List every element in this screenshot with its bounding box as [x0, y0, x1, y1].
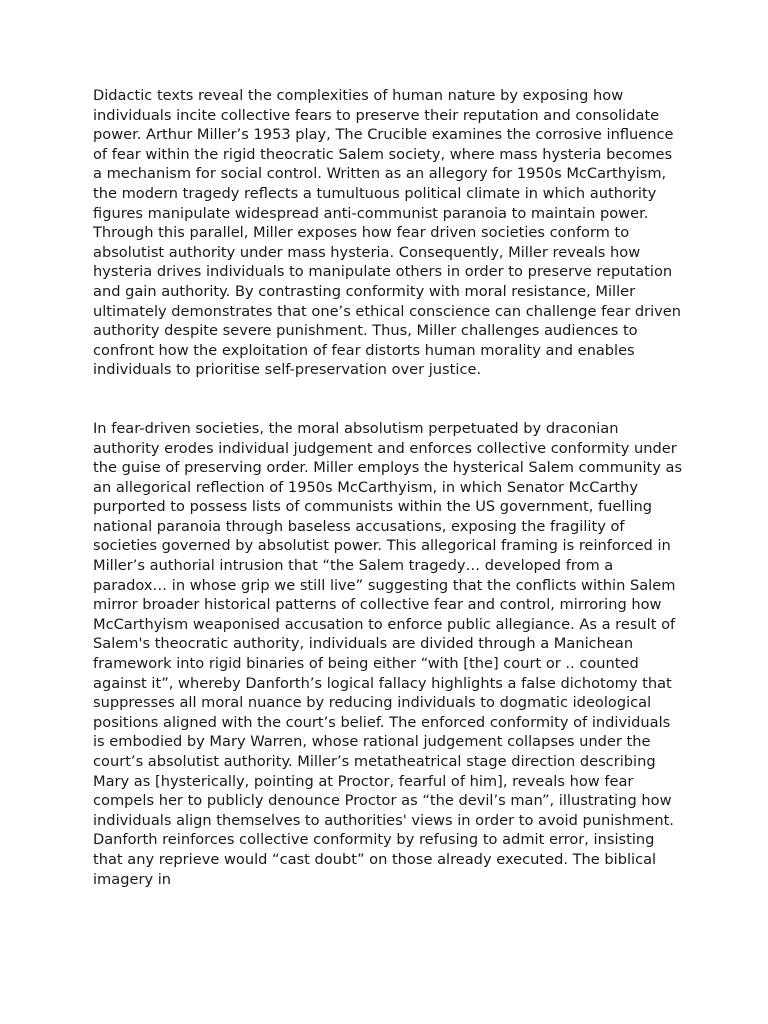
essay-body: [93, 86, 683, 889]
introduction-paragraph: Didactic texts reveal the complexities of human nature by exposing how individuals incite collective fears to preserve their reputation and consolidate power. Arthur Miller’s 1953 play, The Crucible examines the corrosive influence of fear within the rigid theocratic Salem society, where mass hysteria becomes a mechanism for social control. Written as an allegory for 1950s McCarthyism, the modern tragedy reflects a tumultuous political climate in which authority figures manipulate widespread anti-communist paranoia to maintain power. Through this parallel, Miller exposes how fear driven societies conform to absolutist authority under mass hysteria. Consequently, Miller reveals how hysteria drives individuals to manipulate others in order to preserve reputation and gain authority. By contrasting conformity with moral resistance, Miller ultimately demonstrates that one’s ethical conscience can challenge fear driven authority despite severe punishment. Thus, Miller challenges audiences to confront how the exploitation of fear distorts human morality and enables individuals to prioritise self-preservation over justice.: [93, 87, 682, 379]
body-paragraph: In fear-driven societies, the moral absolutism perpetuated by draconian authority erodes individual judgement and enforces collective conformity under the guise of preserving order. Miller employs the hysterical Salem community as an allegorical reflection of 1950s McCarthyism, in which Senator McCarthy purported to possess lists of communists within the US government, fuelling national paranoia through baseless accusations, exposing the fragility of societies governed by absolutist power. This allegorical framing is reinforced in Miller’s authorial intrusion that “the Salem tragedy… developed from a paradox… in whose grip we still live” suggesting that the conflicts within Salem mirror broader historical patterns of collective fear and control, mirroring how McCarthyism weaponised accusation to enforce public allegiance. As a result of Salem's theocratic authority, individuals are divided through a Manichean framework into rigid binaries of being either “with [the] court or .. counted against it”, whereby Danforth’s logical fallacy highlights a false dichotomy that suppresses all moral nuance by reducing individuals to dogmatic ideological positions aligned with the court’s belief. The enforced conformity of individuals is embodied by Mary Warren, whose rational judgement collapses under the court’s absolutist authority. Miller’s metatheatrical stage direction describing Mary as [hysterically, pointing at Proctor, fearful of him], reveals how fear compels her to publicly denounce Proctor as “the devil’s man”, illustrating how individuals align themselves to authorities' views in order to avoid punishment. Danforth reinforces collective conformity by refusing to admit error, insisting that any reprieve would “cast doubt” on those already executed. The biblical imagery in: [93, 419, 683, 888]
